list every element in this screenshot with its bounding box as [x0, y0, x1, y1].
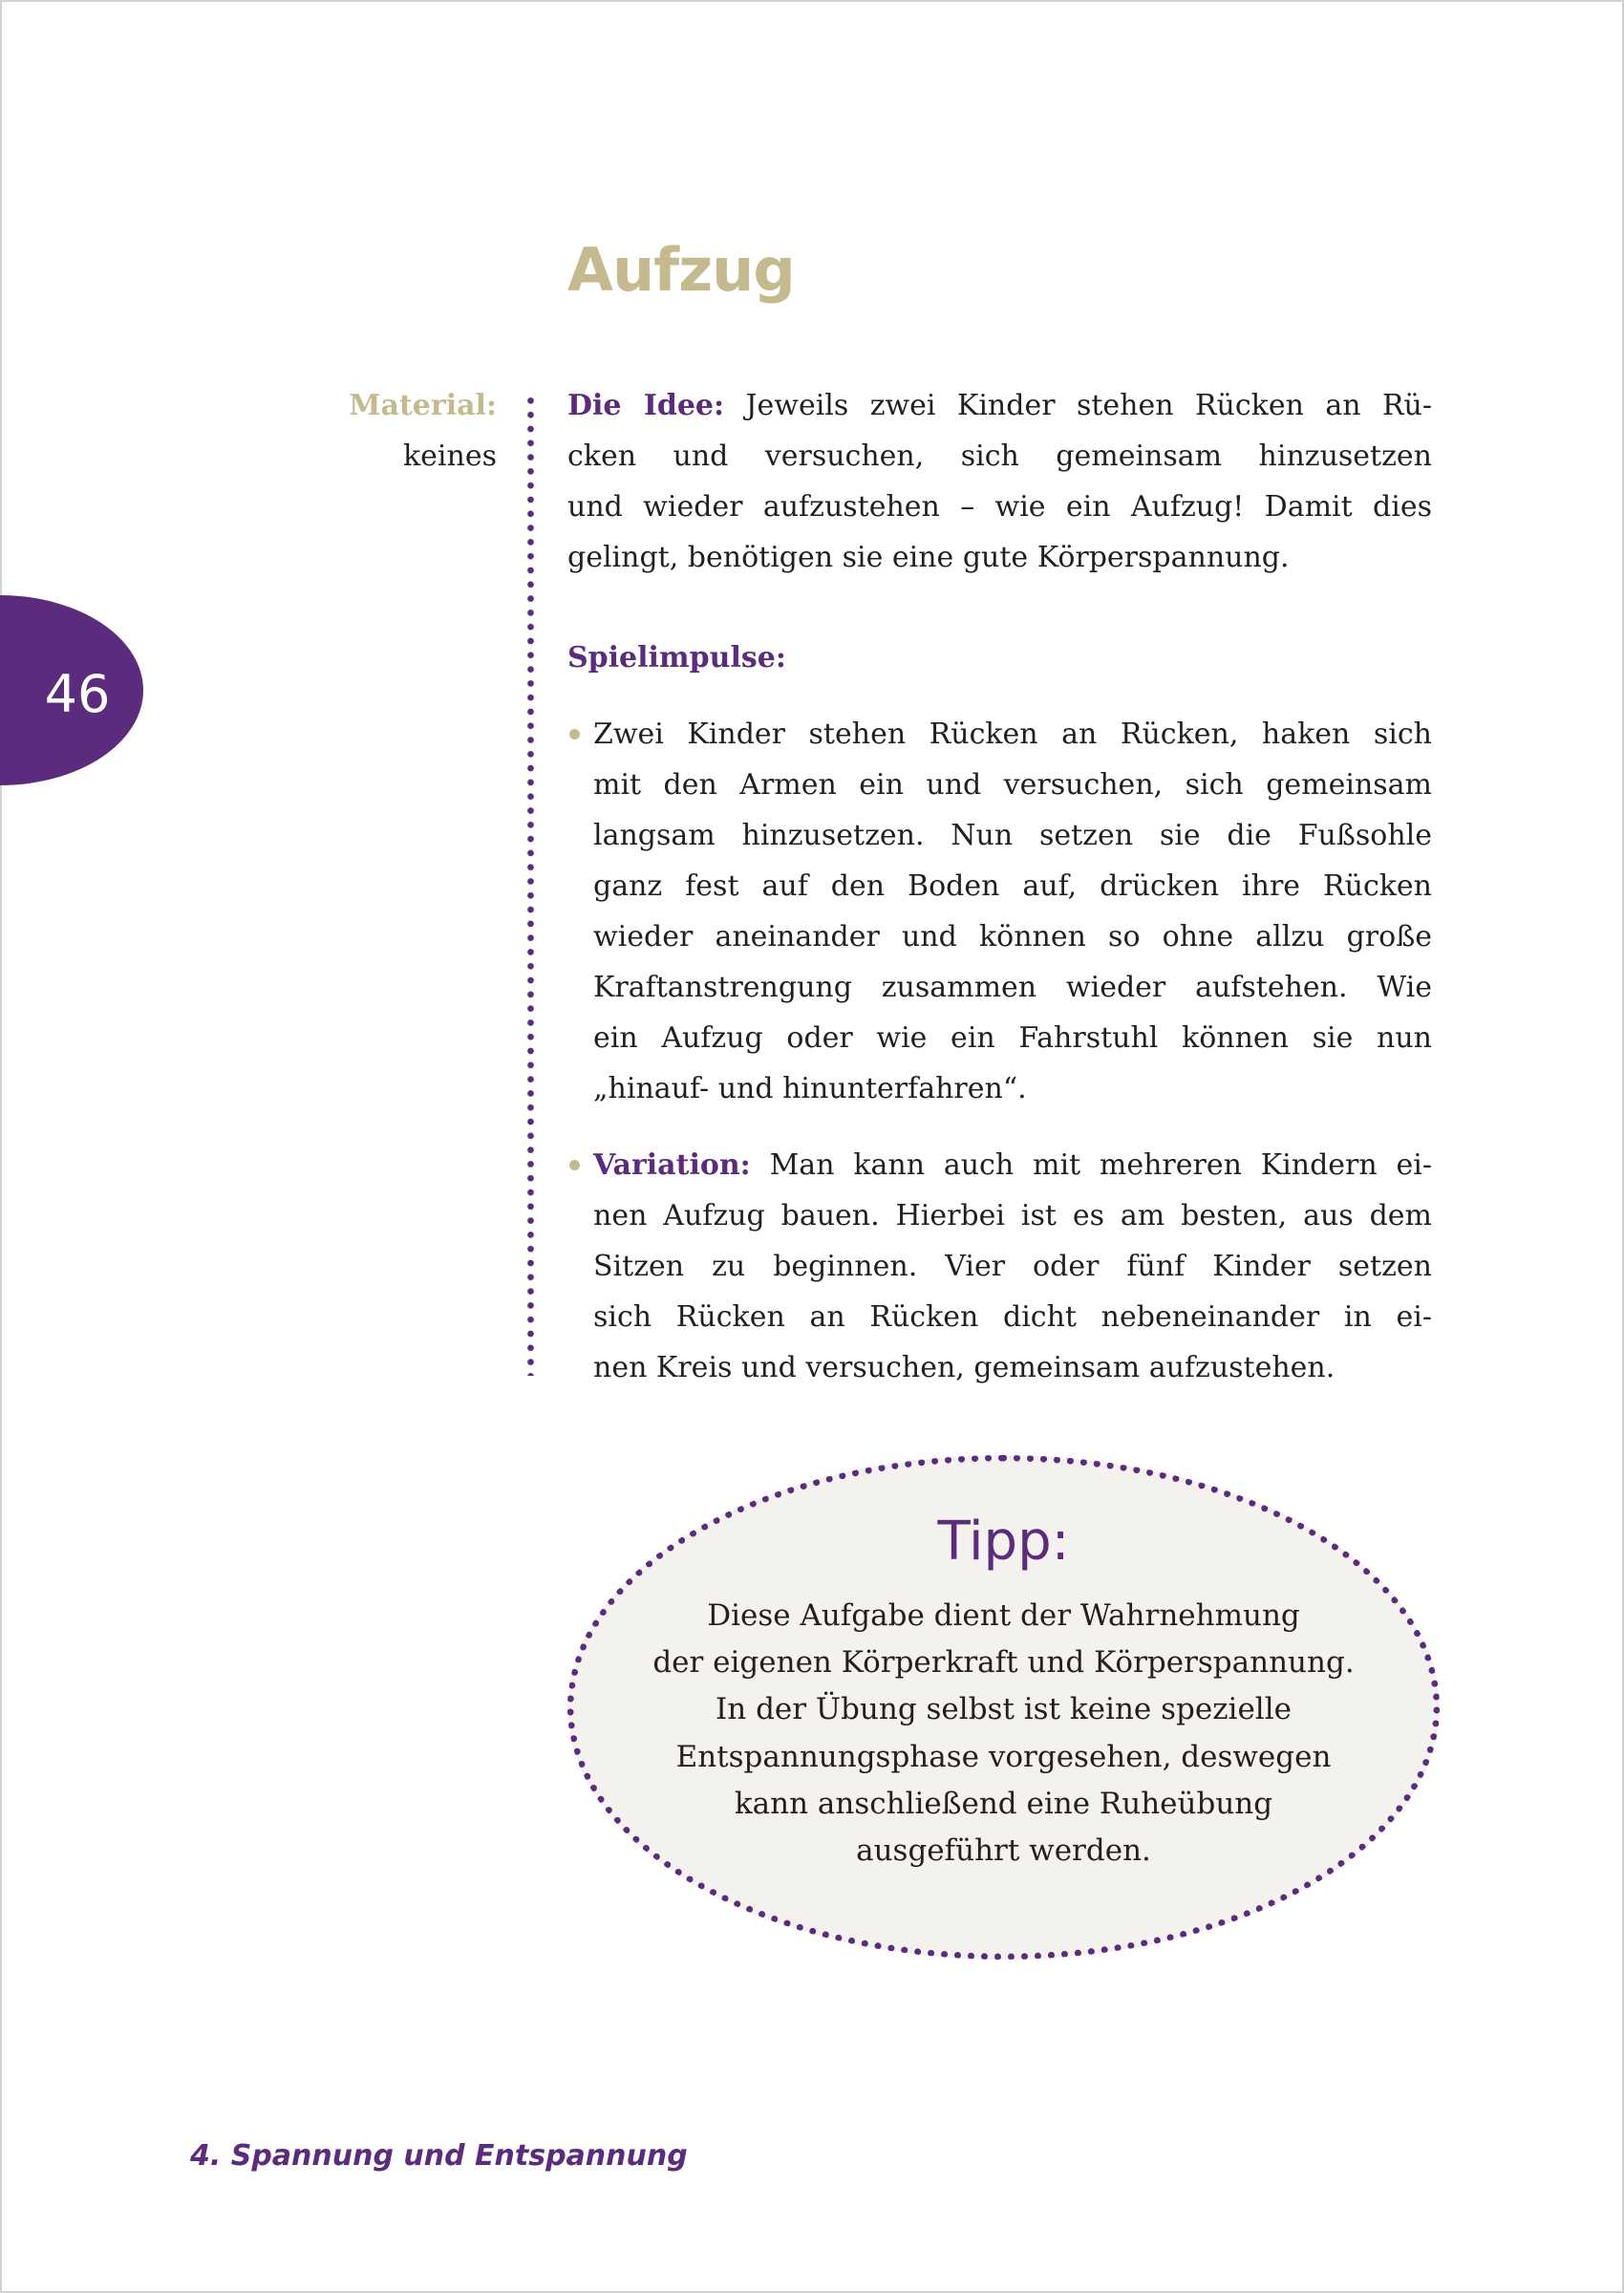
idea-paragraph: [567, 380, 1432, 583]
impulse-line: nen Aufzug bauen. Hierbei ist es am besten, aus dem: [593, 1199, 1432, 1232]
chapter-footer: 4. Spannung und Entspannung: [190, 2139, 688, 2173]
impulse-line: „hinauf- und hinunterfahren“.: [593, 1072, 1027, 1105]
impulse-item-text: [593, 1140, 1432, 1393]
idea-line: cken und versuchen, sich gemeinsam hinzusetzen: [567, 439, 1432, 473]
idea-line: [567, 380, 1432, 431]
tipp-title: Tipp:: [937, 1511, 1070, 1573]
impulse-line: wieder aneinander und können so ohne allzu große: [593, 920, 1432, 954]
bullet-dot-icon: [569, 1160, 580, 1170]
dotted-divider: [527, 394, 534, 1376]
impulse-line: Sitzen zu beginnen. Vier oder fünf Kinder setzen: [593, 1250, 1432, 1283]
tipp-line: der eigenen Körperkraft und Körperspannung.: [652, 1645, 1355, 1681]
impulse-item-variation: [567, 1140, 1432, 1393]
tipp-text: [567, 1593, 1440, 1875]
idea-line: und wieder aufzustehen – wie ein Aufzug! Damit dies: [567, 490, 1432, 524]
variation-label: Variation:: [593, 1148, 751, 1182]
exercise-title: Aufzug: [567, 235, 795, 305]
bullet-dot-icon: [569, 729, 580, 739]
idea-label: Die Idee:: [567, 389, 725, 422]
impulses-heading: Spielimpulse:: [567, 641, 786, 675]
material-label: Material:: [349, 389, 497, 422]
idea-line-text: Jeweils zwei Kinder stehen Rücken an Rü-: [745, 389, 1432, 422]
material-info: [349, 380, 497, 482]
impulse-line: langsam hinzusetzen. Nun setzen sie die Fußsohle: [593, 819, 1432, 852]
impulse-item: [567, 709, 1432, 1114]
impulse-line: ein Aufzug oder wie ein Fahrstuhl können sie nun: [593, 1021, 1432, 1055]
material-value: keines: [403, 439, 497, 473]
impulse-line-text: Man kann auch mit mehreren Kindern ei-: [769, 1148, 1432, 1182]
impulse-line: Kraftanstrengung zusammen wieder aufstehen. Wie: [593, 971, 1432, 1004]
impulse-item-text: [593, 709, 1432, 1114]
page-number: 46: [44, 664, 111, 724]
tipp-line: In der Übung selbst ist keine spezielle: [716, 1692, 1292, 1727]
impulse-line: nen Kreis und versuchen, gemeinsam aufzustehen.: [593, 1351, 1336, 1384]
impulse-line: ganz fest auf den Boden auf, drücken ihre Rücken: [593, 869, 1432, 903]
tipp-line: Diese Aufgabe dient der Wahrnehmung: [707, 1598, 1300, 1633]
idea-line: gelingt, benötigen sie eine gute Körperspannung.: [567, 541, 1290, 574]
impulse-line: Zwei Kinder stehen Rücken an Rücken, haken sich: [593, 718, 1432, 751]
impulse-line: sich Rücken an Rücken dicht nebeneinander in ei-: [593, 1300, 1432, 1334]
tipp-line: ausgeführt werden.: [856, 1833, 1151, 1869]
impulse-line: mit den Armen ein und versuchen, sich gemeinsam: [593, 768, 1432, 802]
tipp-line: kann anschließend eine Ruheübung: [734, 1786, 1273, 1821]
tipp-line: Entspannungsphase vorgesehen, deswegen: [675, 1739, 1332, 1774]
impulse-line: [593, 1140, 1432, 1190]
